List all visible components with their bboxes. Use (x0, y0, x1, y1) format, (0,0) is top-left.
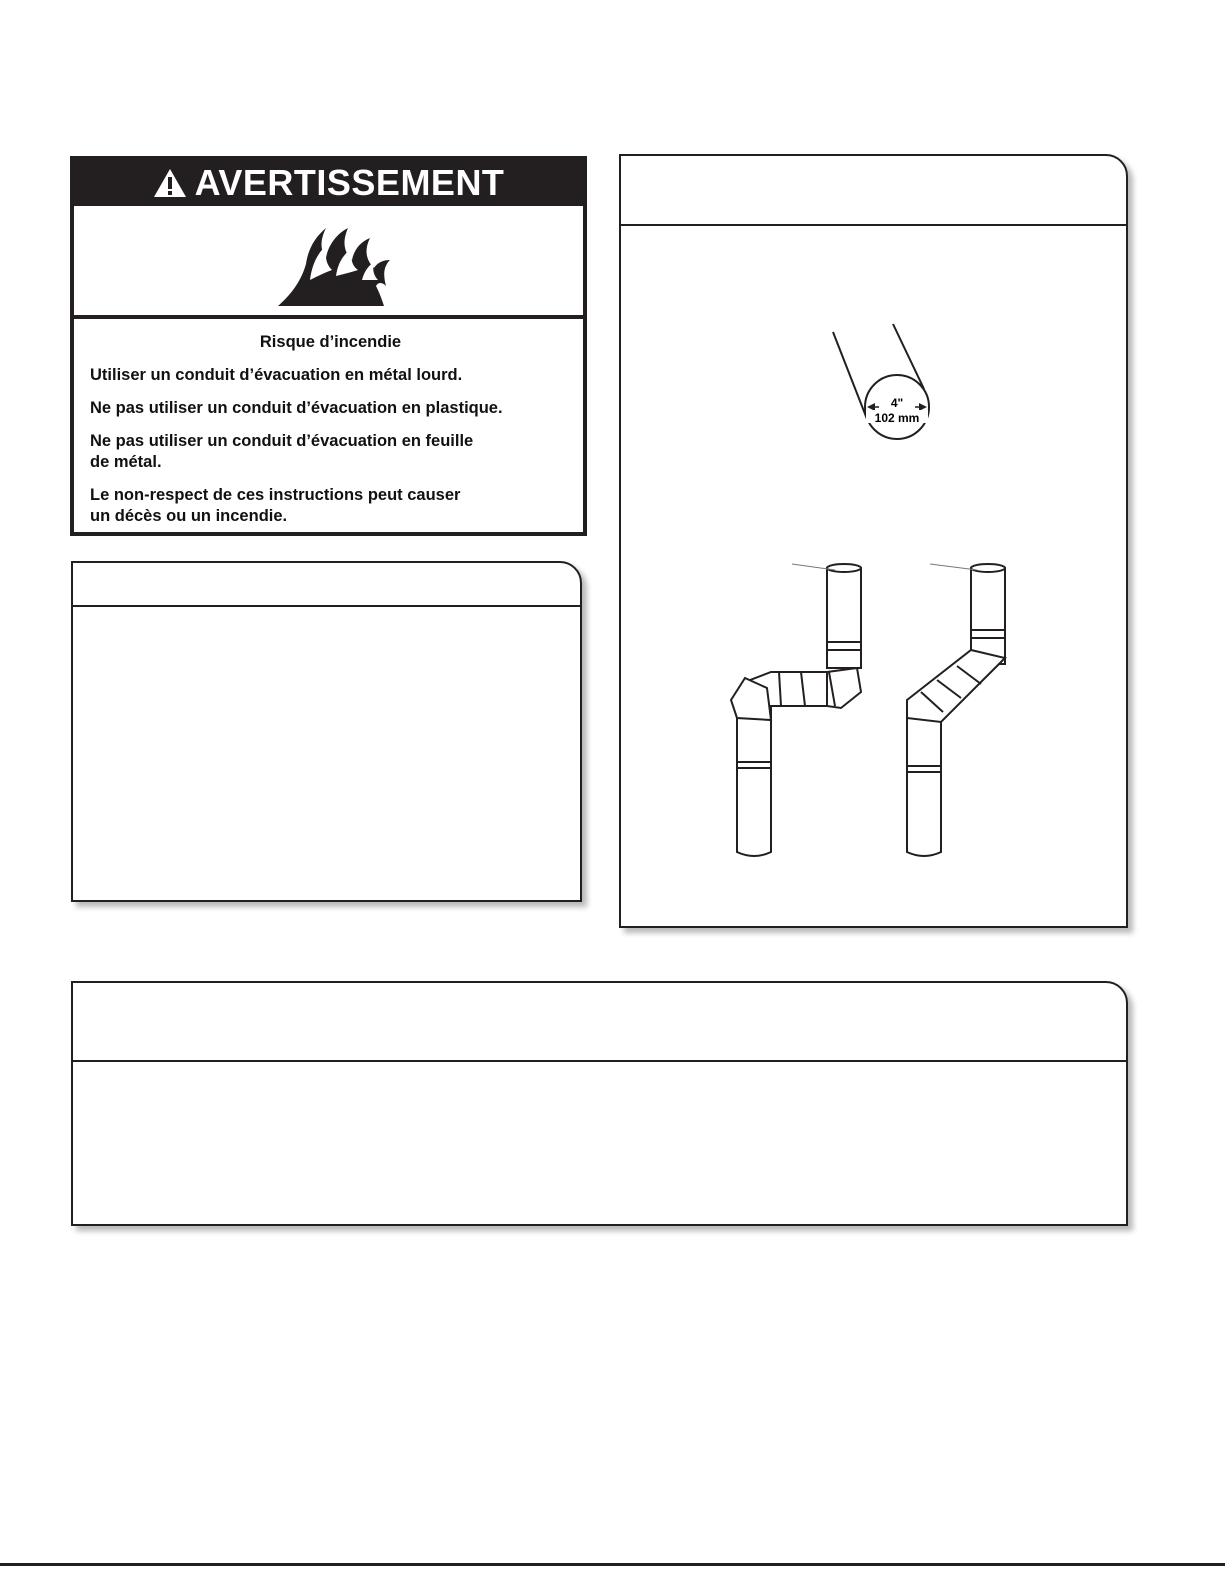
panel-header-rule (73, 605, 580, 607)
warning-body (90, 332, 571, 539)
warning-line: Le non-respect de ces instructions peut causer un décès ou un incendie. (90, 486, 461, 525)
page-bottom-rule (0, 1563, 1225, 1566)
warning-box (70, 156, 587, 536)
warning-risk: Risque d’incendie (259, 333, 402, 351)
bottom-panel (71, 981, 1128, 1226)
warning-title: AVERTISSEMENT (194, 162, 505, 203)
fire-icon (274, 220, 394, 310)
elbow-duct-left (731, 564, 861, 856)
warning-divider (74, 315, 583, 319)
warning-header (74, 160, 583, 206)
right-panel (619, 154, 1128, 928)
duct-diagram (621, 226, 1126, 926)
left-panel (71, 561, 582, 902)
panel-header-rule (73, 1060, 1126, 1062)
elbow-duct-right (907, 564, 1005, 856)
warning-line: Ne pas utiliser un conduit d’évacuation en plastique. (90, 399, 503, 417)
duct-dim-mm: 102 mm (874, 411, 920, 425)
warning-triangle-icon (153, 168, 187, 198)
duct-dim-inches: 4" (890, 396, 904, 410)
warning-line: Ne pas utiliser un conduit d’évacuation en feuille de métal. (90, 432, 474, 471)
warning-line: Utiliser un conduit d’évacuation en métal lourd. (90, 366, 463, 384)
